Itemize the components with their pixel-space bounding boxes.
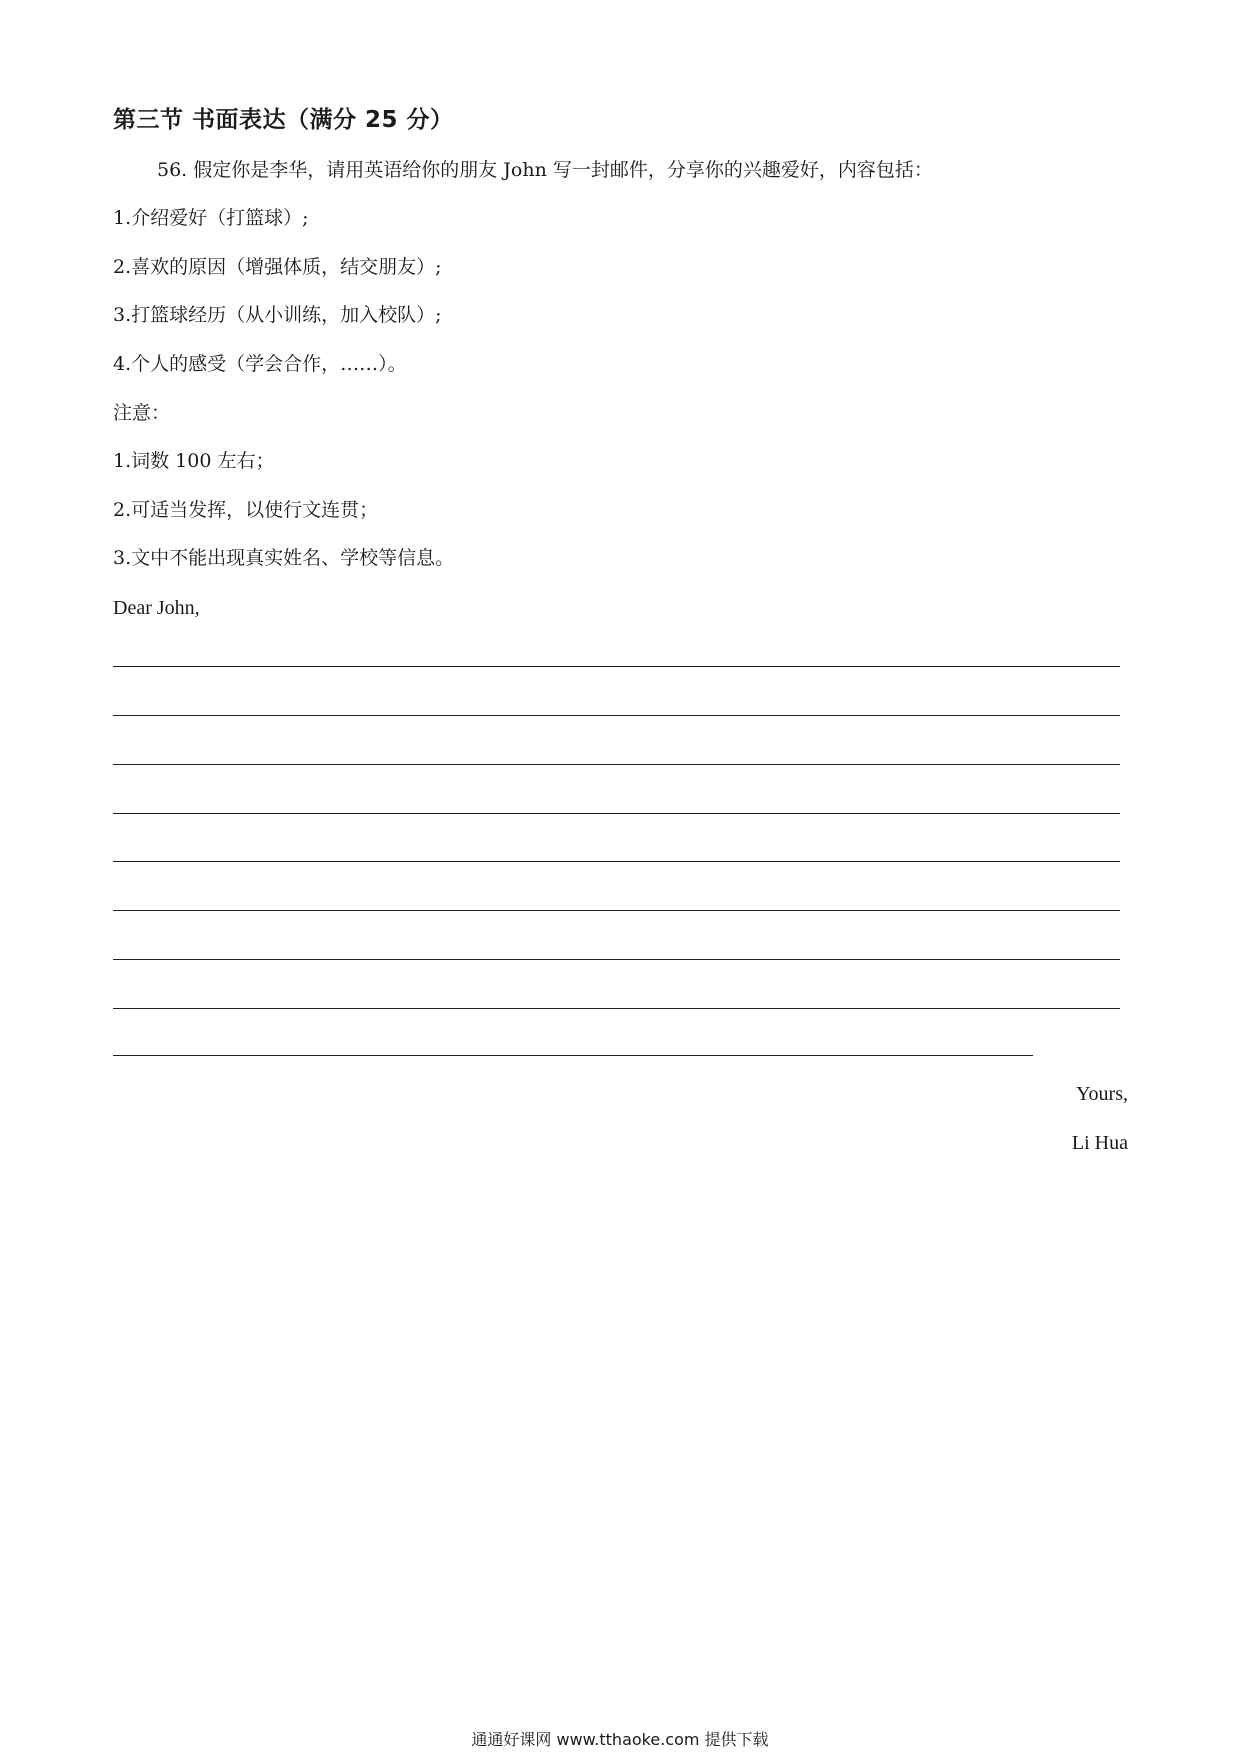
writing-line (113, 1055, 1033, 1056)
writing-line (113, 910, 1120, 911)
letter-closing: Yours, (1076, 1083, 1128, 1105)
notes-label: 注意： (113, 402, 171, 424)
question-prompt: 56. 假定你是李华，请用英语给你的朋友 John 写一封邮件，分享你的兴趣爱好，内容包括： (157, 159, 933, 181)
note-2: 2.可适当发挥，以使行文连贯； (113, 499, 379, 521)
letter-greeting: Dear John, (113, 597, 200, 619)
writing-line (113, 1008, 1120, 1009)
writing-line (113, 861, 1120, 862)
note-3: 3.文中不能出现真实姓名、学校等信息。 (113, 547, 455, 569)
writing-line (113, 959, 1120, 960)
letter-signature: Li Hua (1071, 1132, 1128, 1154)
note-1: 1.词数 100 左右； (113, 450, 275, 472)
content-point-2: 2.喜欢的原因（增强体质，结交朋友）; (113, 256, 442, 278)
content-point-3: 3.打篮球经历（从小训练，加入校队）; (113, 304, 442, 326)
content-point-1: 1.介绍爱好（打篮球）; (113, 207, 309, 229)
writing-line (113, 715, 1120, 716)
writing-line (113, 666, 1120, 667)
writing-line (113, 764, 1120, 765)
section-title: 第三节 书面表达（满分 25 分） (113, 107, 454, 133)
content-point-4: 4.个人的感受（学会合作，……）。 (113, 353, 407, 375)
page-footer: 通通好课网 www.tthaoke.com 提供下载 (471, 1730, 769, 1749)
writing-line (113, 813, 1120, 814)
